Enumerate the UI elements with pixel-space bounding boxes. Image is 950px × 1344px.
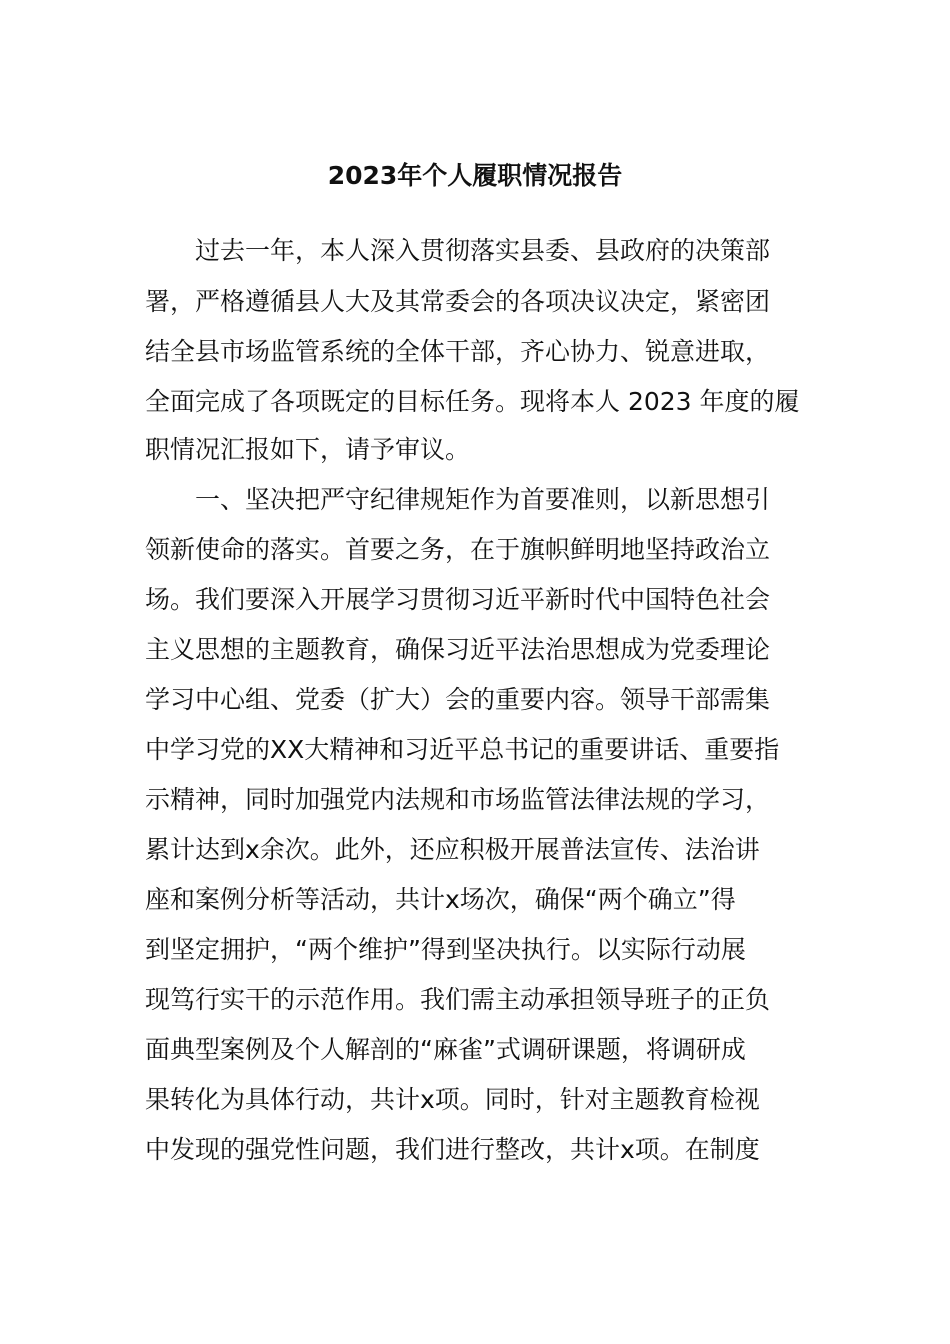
- paragraph-line: 中发现的强党性问题，我们进行整改，共计x项。在制度: [145, 1135, 760, 1164]
- paragraph-line: 领新使命的落实。首要之务，在于旗帜鲜明地坚持政治立: [145, 535, 771, 564]
- paragraph-line: 场。我们要深入开展学习贯彻习近平新时代中国特色社会: [145, 585, 771, 614]
- paragraph-line: 座和案例分析等活动，共计x场次，确保“两个确立”得: [145, 885, 736, 914]
- paragraph-line: 全面完成了各项既定的目标任务。现将本人 2023 年度的履: [145, 387, 800, 416]
- paragraph-line: 累计达到x余次。此外，还应积极开展普法宣传、法治讲: [145, 835, 760, 864]
- paragraph-line: 示精神，同时加强党内法规和市场监管法律法规的学习，: [145, 785, 771, 814]
- paragraph-line: 学习中心组、党委（扩大）会的重要内容。领导干部需集: [145, 685, 771, 714]
- paragraph-line: 面典型案例及个人解剖的“麻雀”式调研课题，将调研成: [145, 1035, 746, 1064]
- paragraph-line: 中学习党的XX大精神和习近平总书记的重要讲话、重要指: [145, 735, 780, 764]
- document-title: 2023年个人履职情况报告: [327, 161, 623, 190]
- paragraph-line: 果转化为具体行动，共计x项。同时，针对主题教育检视: [145, 1085, 760, 1114]
- paragraph-line: 一、坚决把严守纪律规矩作为首要准则，以新思想引: [195, 485, 771, 514]
- paragraph-line: 现笃行实干的示范作用。我们需主动承担领导班子的正负: [145, 985, 771, 1014]
- paragraph-line: 署，严格遵循县人大及其常委会的各项决议决定，紧密团: [145, 287, 771, 316]
- paragraph-line: 过去一年，本人深入贯彻落实县委、县政府的决策部: [195, 236, 771, 265]
- paragraph-line: 职情况汇报如下，请予审议。: [145, 435, 471, 464]
- paragraph-line: 结全县市场监管系统的全体干部，齐心协力、锐意进取，: [145, 337, 771, 366]
- paragraph-line: 到坚定拥护，“两个维护”得到坚决执行。以实际行动展: [145, 935, 746, 964]
- paragraph-line: 主义思想的主题教育，确保习近平法治思想成为党委理论: [145, 635, 771, 664]
